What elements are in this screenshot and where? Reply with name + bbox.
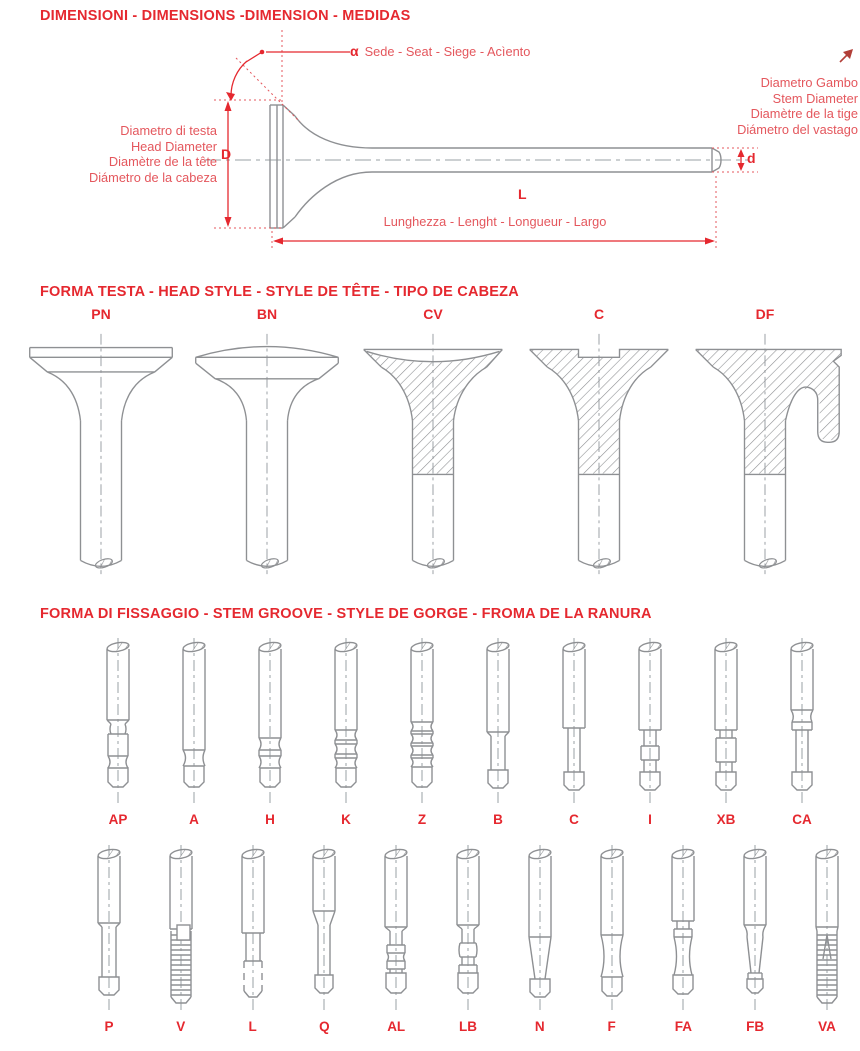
head-style-drawing-df — [682, 328, 848, 578]
stem-groove-figure-lb — [445, 843, 491, 1034]
stem-groove-type-label: N — [534, 1019, 545, 1034]
stem-groove-type-label: C — [569, 812, 579, 827]
dim-L: L — [518, 186, 527, 202]
head-diameter-label: Diametro di testa Head Diameter Diamètre de la tête Diámetro de la cabeza — [88, 123, 217, 185]
stem-groove-drawing-i — [627, 636, 673, 808]
stem-groove-figure-ap — [95, 636, 141, 827]
stem-groove-drawing-fb — [732, 843, 778, 1015]
head-style-drawing-pn — [18, 328, 184, 578]
stem-groove-figure-xb — [703, 636, 749, 827]
head-style-type-label: DF — [755, 306, 775, 322]
head-style-drawing-cv — [350, 328, 516, 578]
length-label: Lunghezza - Lenght - Longueur - Largo — [383, 214, 607, 229]
stem-groove-drawing-k — [323, 636, 369, 808]
seat-angle-label — [350, 43, 530, 60]
stem-groove-type-label: FA — [674, 1019, 692, 1034]
stem-groove-type-label: Z — [417, 812, 427, 827]
stem-groove-type-label: P — [104, 1019, 114, 1034]
stem-groove-figure-h — [247, 636, 293, 827]
stem-groove-figure-a — [171, 636, 217, 827]
stem-groove-title: FORMA DI FISSAGGIO - STEM GROOVE - STYLE DE GORGE - FROMA DE LA RANURA — [40, 606, 652, 622]
head-style-drawing-c — [516, 328, 682, 578]
head-style-type-label: PN — [91, 306, 111, 322]
stem-groove-figure-ca — [779, 636, 825, 827]
stem-groove-type-label: XB — [716, 812, 736, 827]
stem-groove-figure-f — [589, 843, 635, 1034]
stem-groove-drawing-ap — [95, 636, 141, 808]
stem-groove-type-label: F — [607, 1019, 616, 1034]
stem-groove-type-label: AL — [387, 1019, 406, 1034]
stem-groove-figure-i — [627, 636, 673, 827]
dim-d: d — [747, 150, 756, 166]
stem-groove-type-label: CA — [792, 812, 812, 827]
stem-groove-figure-al — [373, 843, 419, 1034]
dimensions-section — [0, 0, 860, 270]
head-style-type-label: CV — [423, 306, 443, 322]
dimensions-title: DIMENSIONI - DIMENSIONS -DIMENSION - MEDIDAS — [40, 8, 411, 24]
stem-groove-figure-v — [158, 843, 204, 1034]
stem-groove-figure-n — [517, 843, 563, 1034]
head-style-section — [0, 284, 860, 604]
stem-groove-type-label: FB — [746, 1019, 765, 1034]
stem-groove-drawing-f — [589, 843, 635, 1015]
stem-diameter-label: Diametro Gambo Stem Diameter Diamètre de la tige Diámetro del vastago — [737, 75, 858, 137]
stem-groove-drawing-b — [475, 636, 521, 808]
stem-groove-drawing-lb — [445, 843, 491, 1015]
stem-groove-drawing-fa — [660, 843, 706, 1015]
head-style-figure-cv — [350, 306, 516, 578]
stem-groove-drawing-l — [230, 843, 276, 1015]
stem-groove-drawing-ca — [779, 636, 825, 808]
stem-groove-type-label: I — [648, 812, 652, 827]
stem-groove-type-label: A — [189, 812, 199, 827]
head-style-figure-c — [516, 306, 682, 578]
stem-groove-figure-va — [804, 843, 850, 1034]
stem-groove-drawing-n — [517, 843, 563, 1015]
stem-groove-row-1 — [95, 636, 825, 827]
stem-groove-type-label: Q — [319, 1019, 330, 1034]
stem-groove-type-label: L — [248, 1019, 257, 1034]
stem-groove-drawing-p — [86, 843, 132, 1015]
stem-groove-figure-k — [323, 636, 369, 827]
stem-groove-drawing-h — [247, 636, 293, 808]
stem-groove-section — [0, 606, 860, 1051]
stem-groove-type-label: H — [265, 812, 275, 827]
stem-groove-figure-q — [301, 843, 347, 1034]
stem-groove-figure-l — [230, 843, 276, 1034]
head-style-figure-pn — [18, 306, 184, 578]
stem-groove-type-label: K — [341, 812, 351, 827]
head-style-type-label: BN — [256, 306, 278, 322]
stem-groove-row-2 — [86, 843, 850, 1034]
head-style-type-label: C — [593, 306, 605, 322]
stem-groove-figure-p — [86, 843, 132, 1034]
stem-groove-figure-z — [399, 636, 445, 827]
stem-groove-drawing-v — [158, 843, 204, 1015]
stem-groove-type-label: AP — [108, 812, 128, 827]
seat-label-text: Sede - Seat - Siege - Acìento — [364, 44, 531, 59]
stem-groove-type-label: LB — [458, 1019, 477, 1034]
stem-groove-drawing-z — [399, 636, 445, 808]
dim-D: D — [221, 146, 232, 162]
stem-groove-figure-b — [475, 636, 521, 827]
stem-groove-drawing-c — [551, 636, 597, 808]
alpha-symbol: α — [350, 43, 359, 59]
head-style-figure-df — [682, 306, 848, 578]
head-style-figures — [18, 306, 842, 578]
stem-groove-drawing-al — [373, 843, 419, 1015]
arrow-up-right-icon — [840, 49, 853, 62]
stem-groove-figure-fa — [660, 843, 706, 1034]
stem-groove-figure-fb — [732, 843, 778, 1034]
stem-groove-drawing-xb — [703, 636, 749, 808]
head-style-figure-bn — [184, 306, 350, 578]
head-style-drawing-bn — [184, 328, 350, 578]
stem-groove-drawing-q — [301, 843, 347, 1015]
stem-groove-drawing-a — [171, 636, 217, 808]
stem-groove-figure-c — [551, 636, 597, 827]
stem-groove-type-label: VA — [818, 1019, 836, 1034]
stem-groove-type-label: V — [176, 1019, 186, 1034]
stem-groove-drawing-va — [804, 843, 850, 1015]
head-style-title: FORMA TESTA - HEAD STYLE - STYLE DE TÊTE - TIPO DE CABEZA — [40, 284, 519, 300]
stem-groove-type-label: B — [493, 812, 503, 827]
